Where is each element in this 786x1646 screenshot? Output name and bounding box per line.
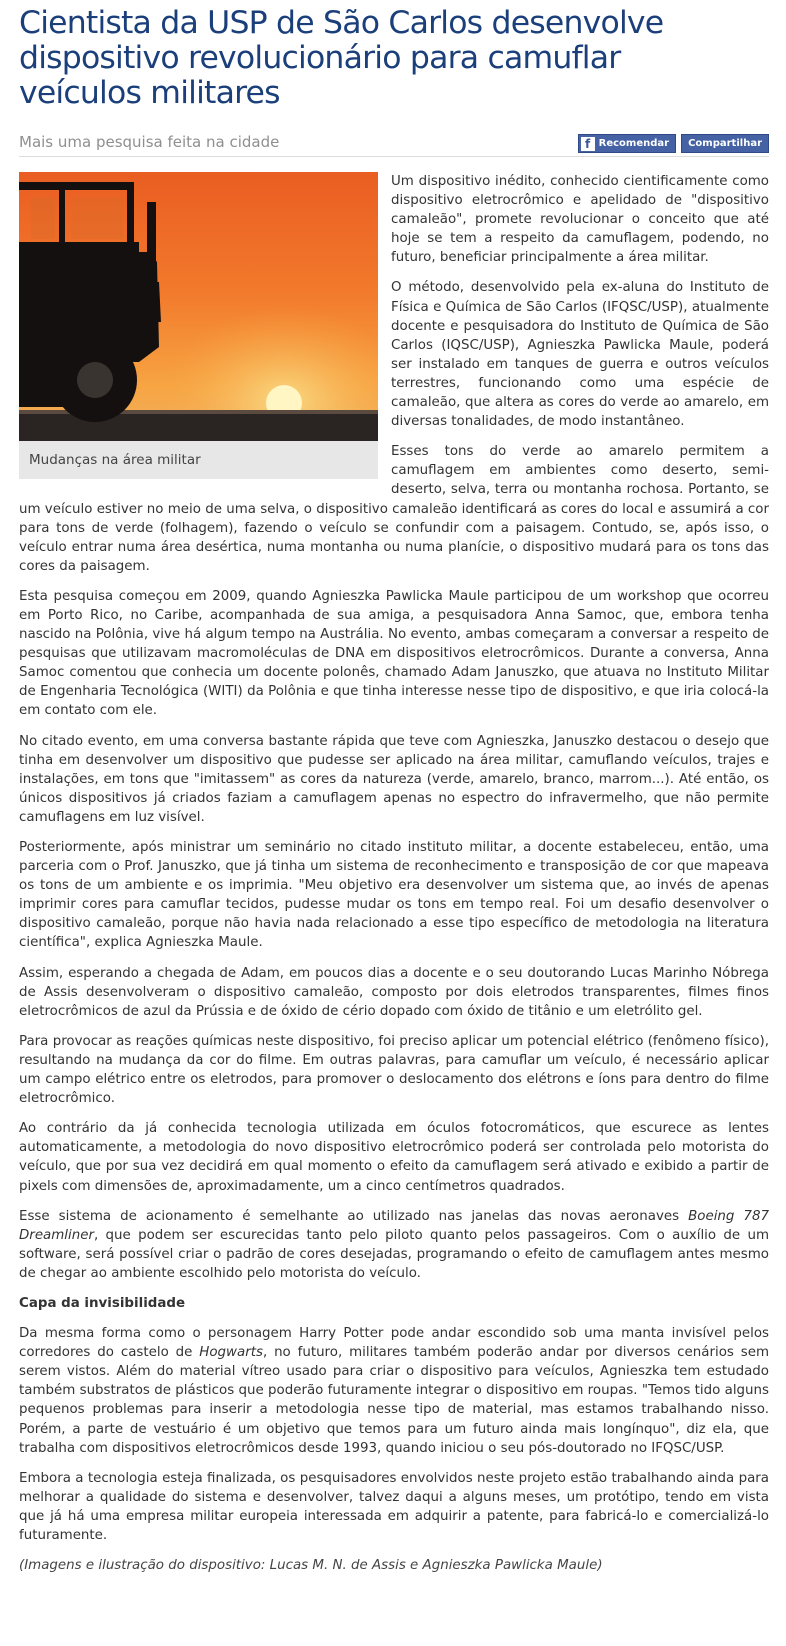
- paragraph: [19, 1207, 769, 1283]
- paragraph: Esses tons do verde ao amarelo permitem a camuflagem em ambientes como deserto, semi-deserto, selva, terra ou montanha rochosa. Portanto, se um veículo estiver no meio de uma selva, o dispositivo camaleão identificará as cores do local e assumirá a cor para tons de verde (folhagem), fazendo o veículo se confundir com a paisagem. Contudo, se, após isso, o veículo entrar numa área desértica, numa montanha ou numa planície, o dispositivo mudará para os tons das cores da paisagem.: [19, 444, 769, 574]
- share-label: Compartilhar: [688, 138, 762, 149]
- image-credits: (Imagens e ilustração do dispositivo: Lucas M. N. de Assis e Agnieszka Pawlicka Maule): [19, 1558, 603, 1574]
- article-title: [19, 6, 769, 111]
- subtitle-row: [19, 133, 769, 157]
- article-subtitle: Mais uma pesquisa feita na cidade: [19, 133, 280, 151]
- article-title-text: Cientista da USP de São Carlos desenvolve dispositivo revolucionário para camuflar veículos militares: [19, 5, 664, 111]
- figure-caption: Mudanças na área militar: [19, 441, 378, 479]
- paragraph-text: , no futuro, militares também poderão andar por diversos cenários sem serem vistos. Além do material vítreo usado para criar o dispositivo para veículos, Agnieszka tem estudado também substratos de plásticos que poderão futuramente integrar o dispositivo em roupas. "Temos tido alguns pequenos problemas para inserir a metodologia nesse tipo de material, mas estamos trabalhando nisso. Porém, a parte de vestuário é um objetivo que temos para um futuro ainda mais longínquo", diz ela, que trabalha com dispositivos eletrocrômicos desde 1993, quando iniciou o seu pós-doutorado no IFQSC/USP.: [19, 1345, 770, 1456]
- aircraft-name: Boeing 787 Dreamliner: [19, 1208, 769, 1243]
- paragraph: Assim, esperando a chegada de Adam, em poucos dias a docente e o seu doutorando Lucas Marinho Nóbrega de Assis desenvolveram o dispositivo camaleão, composto por dois eletrodos transparentes, filmes finos eletrocrômicos de azul da Prússia e de óxido de cério dopado com óxido de titânio e um eletrólito gel.: [19, 965, 769, 1019]
- paragraph-text: Da mesma forma como o personagem Harry Potter pode andar escondido sob uma manta invisível pelos corredores do castelo de: [19, 1326, 769, 1361]
- facebook-icon: f: [581, 137, 595, 151]
- paragraph: Embora a tecnologia esteja finalizada, os pesquisadores envolvidos neste projeto estão trabalhando ainda para melhorar a qualidade do sistema e desenvolver, talvez daqui a alguns meses, um protótipo, tendo em vista que já há uma empresa militar europeia interessada em adquirir a patente, para fabricá-lo e comercializá-lo futuramente.: [19, 1470, 769, 1543]
- share-button[interactable]: [681, 134, 769, 153]
- paragraph: Para provocar as reações químicas neste dispositivo, foi preciso aplicar um potencial elétrico (fenômeno físico), resultando na mudança da cor do filme. Em outras palavras, para camuflar um veículo, é necessário aplicar um campo elétrico entre os eletrodos, para promover o deslocamento dos elétrons e íons para dentro do filme eletrocrômico.: [19, 1033, 769, 1107]
- recommend-button[interactable]: [578, 134, 676, 153]
- paragraph-text: Esse sistema de acionamento é semelhante ao utilizado nas janelas das novas aeronaves: [19, 1208, 689, 1224]
- article-figure: [19, 172, 378, 479]
- paragraph: Ao contrário da já conhecida tecnologia utilizada em óculos fotocromáticos, que escurece as lentes automaticamente, a metodologia do novo dispositivo eletrocrômico poderá ser controlada pelo motorista do veículo, que por sua vez decidirá em qual momento o efeito da camuflagem será ativado e exibido a partir de pixels com dimensões de, aproximadamente, um a cinco centímetros quadrados.: [19, 1121, 769, 1194]
- article-body: [19, 172, 769, 1575]
- castle-name: Hogwarts: [199, 1345, 263, 1361]
- paragraph: Esta pesquisa começou em 2009, quando Agnieszka Pawlicka Maule participou de um workshop que ocorreu em Porto Rico, no Caribe, acompanhada de sua amiga, a pesquisadora Anna Samoc, que, embora tenha nascido na Polônia, vive há algum tempo na Austrália. No evento, ambas começaram a conversar a respeito de pesquisas que utilizavam macromoléculas de DNA em dispositivos eletrocrômicos. Durante a conversa, Anna Samoc comentou que conhecia um docente polonês, chamado Adam Januszko, que atuava no Instituto Militar de Engenharia Tecnológica (WITI) da Polônia e que tinha interesse nesse tipo de dispositivo, e que iria colocá-la em contato com ele.: [19, 588, 769, 719]
- paragraph: O método, desenvolvido pela ex-aluna do Instituto de Física e Química de São Carlos (IFQSC/USP), atualmente docente e pesquisadora do Instituto de Química de São Carlos (IQSC/USP), Agnieszka Pawlicka Maule, poderá ser instalado em tanques de guerra e outros veículos terrestres, funcionando como uma espécie de camaleão, que altera as cores do verde ao amarelo, em diversas tonalidades, de modo instantâneo.: [391, 280, 769, 430]
- paragraph: Um dispositivo inédito, conhecido cientificamente como dispositivo eletrocrômico e apelidado de "dispositivo camaleão", promete revolucionar o conceito que até hoje se tem a respeito da camuflagem, podendo, no futuro, beneficiar principalmente a área militar.: [391, 174, 769, 266]
- section-heading: Capa da invisibilidade: [19, 1295, 186, 1311]
- paragraph-text: , que podem ser escurecidas tanto pelo piloto quanto pelos passageiros. Com o auxílio de um software, será possível criar o padrão de cores desejadas, programando o efeito de camuflagem antes mesmo de chegar ao ambiente escolhido pelo motorista do veículo.: [19, 1227, 769, 1281]
- paragraph: Posteriormente, após ministrar um seminário no citado instituto militar, a docente estabeleceu, então, uma parceria com o Prof. Januszko, que já tinha um sistema de reconhecimento e transposição de cor que mapeava os tons de um ambiente e os imprimia. "Meu objetivo era desenvolver um sistema que, ao invés de apenas imprimir cores para camuflar tecidos, pudesse mudar os tons em tempo real. Foi um desafio desenvolver o dispositivo camaleão, porque não havia nada relacionado a esse tipo específico de metodologia na literatura científica", explica Agnieszka Maule.: [19, 840, 769, 951]
- paragraph: [19, 1324, 769, 1458]
- article-photo[interactable]: [19, 172, 378, 441]
- social-buttons: [578, 134, 769, 153]
- recommend-label: Recomendar: [598, 138, 670, 149]
- paragraph: No citado evento, em uma conversa bastante rápida que teve com Agnieszka, Januszko destacou o desejo que tinha em desenvolver um dispositivo que pudesse ser aplicado na área militar, camuflando veículos, trajes e instalações, em tons que "imitassem" as cores da natureza (verde, amarelo, branco, marrom...). Até então, os únicos dispositivos já criados faziam a camuflagem apenas no espectro do infravermelho, que não permite camuflagens em luz visível.: [19, 733, 769, 825]
